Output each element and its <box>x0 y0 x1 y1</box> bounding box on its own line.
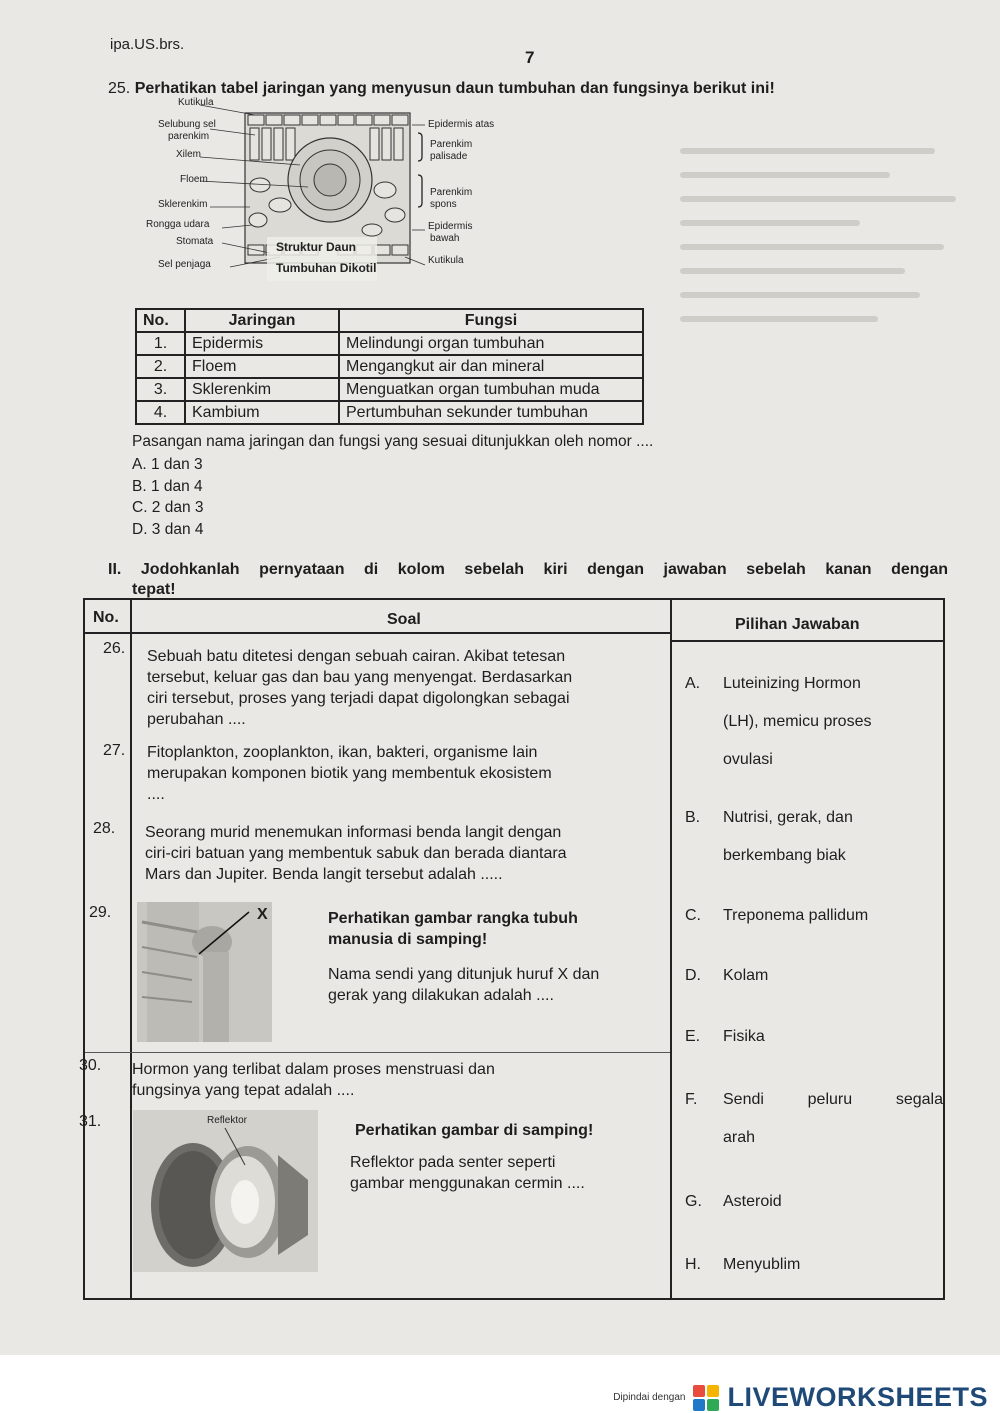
table-cell: Sklerenkim <box>185 378 339 401</box>
question-31-title: Perhatikan gambar di samping! <box>355 1122 594 1139</box>
table-cell: Epidermis <box>185 332 339 355</box>
diagram-label: Stomata <box>176 236 214 247</box>
question-29-title <box>328 908 662 950</box>
answer-letter: B. <box>685 809 701 826</box>
text-line: Seorang murid menemukan informasi benda langit dengan <box>145 824 562 841</box>
table-cell: Melindungi organ tumbuhan <box>339 332 643 355</box>
answer-h[interactable] <box>685 1246 800 1284</box>
answer-d[interactable] <box>685 957 768 995</box>
answer-text: Menyublim <box>723 1256 801 1273</box>
table-row <box>136 355 643 378</box>
diagram-label: Kutikula <box>178 97 214 108</box>
diagram-label: parenkim <box>168 131 210 142</box>
text-line: perubahan .... <box>147 711 246 728</box>
text-line: ciri tersebut, proses yang terjadi dapat digolongkan sebagai <box>147 690 570 707</box>
text-line: Reflektor pada senter seperti <box>350 1154 556 1171</box>
table-row <box>136 401 643 424</box>
option-b[interactable]: B. 1 dan 4 <box>132 477 203 495</box>
option-a[interactable]: A. 1 dan 3 <box>132 456 203 473</box>
answer-letter: G. <box>685 1193 702 1210</box>
matching-table <box>79 598 945 1300</box>
section-2-instruction <box>108 560 948 600</box>
column-divider <box>670 600 672 1298</box>
question-30-text <box>132 1059 662 1101</box>
question-text: Perhatikan tabel jaringan yang menyusun daun tumbuhan dan fungsinya berikut ini! <box>134 80 775 97</box>
table-row <box>136 332 643 355</box>
table-cell: Pertumbuhan sekunder tumbuhan <box>339 401 643 424</box>
column-divider <box>130 600 132 1298</box>
column-header-no: No. <box>93 609 119 626</box>
question-number: 26. <box>103 640 126 657</box>
answer-b[interactable] <box>685 799 853 875</box>
diagram-label: Epidermis atas <box>428 119 495 130</box>
table-cell: 2. <box>136 355 185 378</box>
text-line: merupakan komponen biotik yang membentuk ekosistem <box>147 765 552 782</box>
answer-text: arah <box>723 1129 756 1146</box>
text-line: Fitoplankton, zooplankton, ikan, bakteri, organisme lain <box>147 744 538 761</box>
table-cell: Menguatkan organ tumbuhan muda <box>339 378 643 401</box>
answer-letter: A. <box>685 675 701 692</box>
answer-g[interactable] <box>685 1183 782 1221</box>
table-cell: Mengangkut air dan mineral <box>339 355 643 378</box>
answer-letter: F. <box>685 1091 698 1108</box>
instruction-line <box>108 560 948 580</box>
table-cell: Floem <box>185 355 339 378</box>
scanned-with-text: Dipindai dengan <box>613 1392 686 1403</box>
text-line: ciri-ciri batuan yang membentuk sabuk dan berada diantara <box>145 845 567 862</box>
diagram-caption: Tumbuhan Dikotil <box>276 261 377 275</box>
text-line: Perhatikan gambar rangka tubuh <box>328 910 578 927</box>
instruction-line: tepat! <box>132 581 176 598</box>
answer-e[interactable] <box>685 1018 765 1056</box>
diagram-label: Parenkim <box>430 187 473 198</box>
table-header-row <box>136 309 643 332</box>
question-31-text <box>350 1152 662 1194</box>
text-line: Mars dan Jupiter. Benda langit tersebut adalah ..... <box>145 866 503 883</box>
diagram-label: Epidermis <box>428 221 473 232</box>
question-29-text <box>328 964 662 1006</box>
tissue-function-table <box>135 308 644 425</box>
section-numeral: II. <box>108 561 122 578</box>
answer-letter: H. <box>685 1256 701 1273</box>
table-cell: Kambium <box>185 401 339 424</box>
diagram-label: bawah <box>430 233 460 244</box>
diagram-label: Xilem <box>176 149 202 160</box>
question-number: 25. <box>108 80 131 97</box>
answer-options <box>132 454 204 540</box>
diagram-label: Rongga udara <box>146 219 210 230</box>
answer-text: berkembang biak <box>723 847 846 864</box>
question-number: 29. <box>89 904 112 921</box>
answer-text: Asteroid <box>723 1193 782 1210</box>
row-divider <box>85 1052 670 1053</box>
question-25-ask: Pasangan nama jaringan dan fungsi yang sesuai ditunjukkan oleh nomor .... <box>132 433 654 450</box>
header-divider <box>670 640 945 642</box>
table-cell: 1. <box>136 332 185 355</box>
leaf-structure-diagram <box>140 95 520 290</box>
header-code: ipa.US.brs. <box>110 36 185 53</box>
text-line: Sebuah batu ditetesi dengan sebuah cairan. Akibat tetesan <box>147 648 566 665</box>
answer-a[interactable] <box>685 665 871 779</box>
diagram-label: palisade <box>430 151 468 162</box>
diagram-label: Floem <box>180 174 208 185</box>
table-cell: 4. <box>136 401 185 424</box>
answer-text: Nutrisi, gerak, dan <box>723 809 853 826</box>
table-cell: 3. <box>136 378 185 401</box>
instruction-text: Jodohkanlah pernyataan di kolom sebelah kiri dengan jawaban sebelah kanan dengan <box>140 561 948 578</box>
table-header: Jaringan <box>185 309 339 332</box>
diagram-label: spons <box>430 199 457 210</box>
table-header: Fungsi <box>339 309 643 332</box>
question-number: 31. <box>79 1113 102 1130</box>
diagram-label: Sklerenkim <box>158 199 208 210</box>
text-line: Nama sendi yang ditunjuk huruf X dan <box>328 966 600 983</box>
answer-letter: E. <box>685 1028 701 1045</box>
answer-f[interactable] <box>685 1081 943 1157</box>
flashlight-reflector-image <box>133 1110 318 1272</box>
text-line: Hormon yang terlibat dalam proses menstruasi dan <box>132 1061 495 1078</box>
answer-text: Sendi peluru segala <box>723 1091 943 1108</box>
answer-text: Luteinizing Hormon <box>723 675 861 692</box>
answer-text: (LH), memicu proses <box>723 713 872 730</box>
diagram-label: Selubung sel <box>158 119 216 130</box>
answer-text: ovulasi <box>723 751 773 768</box>
brand-name: LIVEWORKSHEETS <box>727 1382 988 1412</box>
skeleton-shoulder-image <box>137 902 272 1042</box>
column-header-pilihan: Pilihan Jawaban <box>735 616 860 633</box>
option-c[interactable]: C. 2 dan 3 <box>132 499 204 516</box>
answer-c[interactable] <box>685 897 868 935</box>
question-number: 28. <box>93 820 116 837</box>
question-27-text <box>147 742 662 805</box>
table-row <box>136 378 643 401</box>
answer-text: Treponema pallidum <box>723 907 869 924</box>
option-d[interactable]: D. 3 dan 4 <box>132 520 204 538</box>
column-header-soal: Soal <box>387 611 421 628</box>
page-number: 7 <box>525 48 535 67</box>
question-28-text <box>145 822 662 885</box>
diagram-label: Kutikula <box>428 255 464 266</box>
diagram-label: Parenkim <box>430 139 473 150</box>
table-header: No. <box>136 309 185 332</box>
question-26-text <box>147 646 662 730</box>
diagram-label: Sel penjaga <box>158 259 211 270</box>
liveworksheets-watermark <box>613 1382 988 1413</box>
text-line: tersebut, keluar gas dan bau yang menyengat. Berdasarkan <box>147 669 573 686</box>
diagram-caption: Struktur Daun <box>276 240 357 254</box>
answer-letter: C. <box>685 907 701 924</box>
answer-text: Kolam <box>723 967 769 984</box>
reflector-label: Reflektor <box>207 1115 248 1126</box>
header-divider <box>85 632 670 634</box>
question-number: 30. <box>79 1057 102 1074</box>
answer-text: Fisika <box>723 1028 765 1045</box>
text-line: fungsinya yang tepat adalah .... <box>132 1082 355 1099</box>
text-line: gambar menggunakan cermin .... <box>350 1175 585 1192</box>
text-line: .... <box>147 786 165 803</box>
question-number: 27. <box>103 742 126 759</box>
liveworksheets-logo-icon <box>693 1385 719 1411</box>
text-line: gerak yang dilakukan adalah .... <box>328 987 554 1004</box>
answer-letter: D. <box>685 967 701 984</box>
text-line: manusia di samping! <box>328 931 488 948</box>
marker-x-label: X <box>257 906 268 923</box>
bleed-through-text <box>680 130 980 340</box>
